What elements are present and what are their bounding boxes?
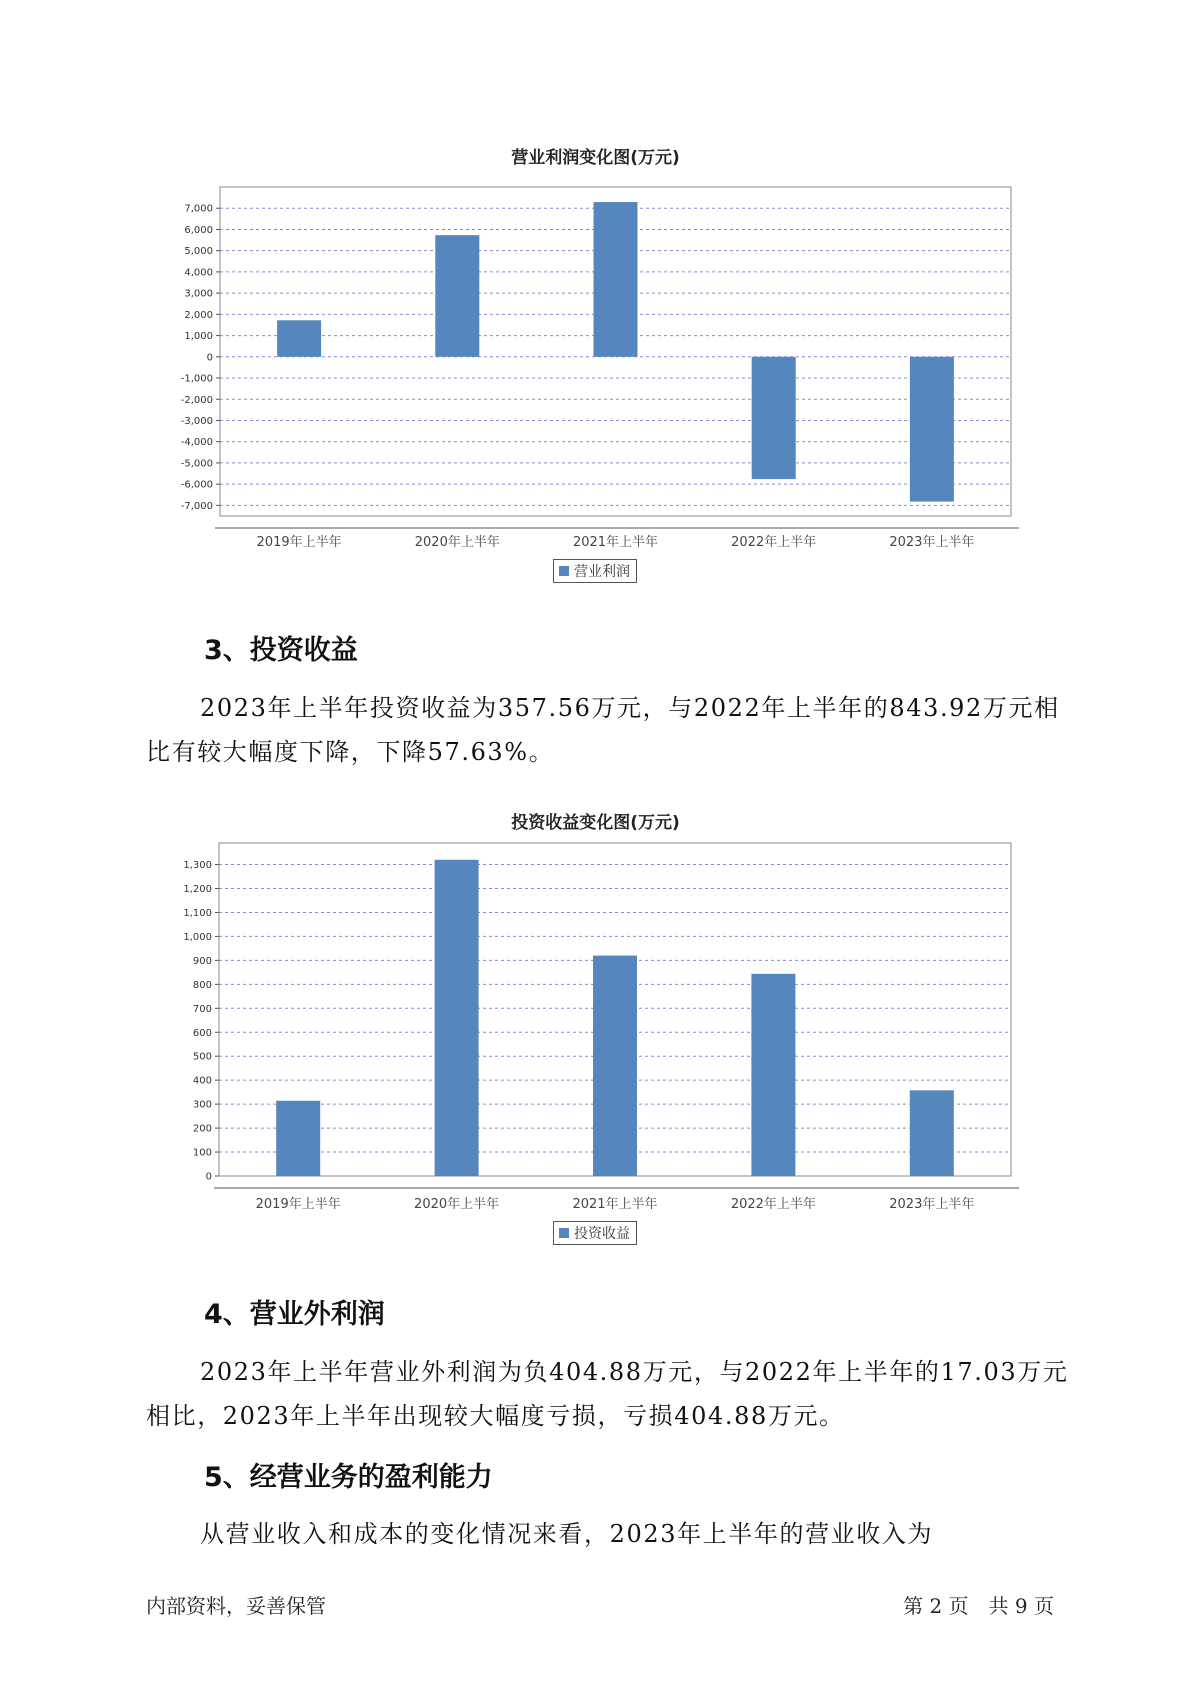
y-tick-label: 1,100 — [183, 907, 212, 919]
y-tick-label: 6,000 — [184, 224, 213, 236]
bar-3 — [593, 956, 637, 1176]
y-tick-label: 700 — [192, 1003, 212, 1015]
y-tick-label: 1,000 — [184, 331, 213, 343]
y-tick-label: 300 — [192, 1099, 212, 1111]
footer-page-number: 第 2 页 共 9 页 — [903, 1594, 1054, 1618]
x-category-label: 2022年上半年 — [730, 1197, 816, 1212]
y-tick-label: 800 — [192, 979, 212, 991]
y-tick-label: 0 — [205, 1171, 212, 1183]
y-tick-label: -2,000 — [180, 394, 213, 406]
x-category-label: 2021年上半年 — [572, 535, 659, 550]
bar-3 — [594, 202, 638, 357]
chart2-title: 投资收益变化图(万元) — [511, 813, 680, 833]
y-tick-label: 1,300 — [183, 860, 212, 872]
bar-5 — [910, 357, 954, 502]
x-category-label: 2019年上半年 — [256, 535, 342, 550]
y-tick-label: 3,000 — [184, 288, 213, 300]
legend-swatch-icon — [559, 566, 569, 576]
legend-swatch-icon — [559, 1228, 569, 1238]
y-tick-label: 400 — [192, 1075, 212, 1087]
section4-paragraph: 2023年上半年营业外利润为负404.88万元，与2022年上半年的17.03万元相比，2023年上半年出现较大幅度亏损，亏损404.88万元。 — [146, 1358, 1069, 1430]
x-category-label: 2020年上半年 — [414, 535, 500, 550]
footer-confidential: 内部资料，妥善保管 — [146, 1594, 326, 1618]
y-tick-label: 1,000 — [183, 931, 212, 943]
section3-heading: 3、投资收益 — [204, 635, 358, 666]
chart1-title: 营业利润变化图(万元) — [511, 148, 680, 168]
y-tick-label: -7,000 — [180, 500, 213, 512]
y-tick-label: -6,000 — [180, 479, 213, 491]
y-tick-label: 5,000 — [184, 246, 213, 258]
x-category-label: 2020年上半年 — [414, 1197, 500, 1212]
section5-heading: 5、经营业务的盈利能力 — [204, 1462, 493, 1493]
bar-2 — [435, 860, 479, 1176]
chart2-investment-income — [0, 826, 1191, 1346]
section4-heading: 4、营业外利润 — [204, 1299, 385, 1330]
y-tick-label: 200 — [192, 1123, 212, 1135]
bar-4 — [752, 357, 796, 479]
y-tick-label: 600 — [192, 1027, 212, 1039]
y-tick-label: 2,000 — [184, 309, 213, 321]
bar-1 — [276, 1101, 320, 1176]
y-tick-label: 500 — [192, 1051, 212, 1063]
y-tick-label: -4,000 — [180, 437, 213, 449]
x-category-label: 2023年上半年 — [889, 535, 975, 550]
chart1-legend-label: 营业利润 — [574, 564, 630, 580]
chart1-legend — [553, 559, 637, 583]
y-tick-label: -5,000 — [180, 458, 213, 470]
y-tick-label: -1,000 — [180, 373, 213, 385]
bar-1 — [277, 320, 321, 357]
section5-paragraph: 从营业收入和成本的变化情况来看，2023年上半年的营业收入为 — [200, 1520, 934, 1548]
y-tick-label: -3,000 — [180, 415, 213, 427]
chart1-operating-profit — [0, 160, 1191, 680]
y-tick-label: 1,200 — [183, 884, 212, 896]
y-tick-label: 900 — [192, 955, 212, 967]
bar-2 — [435, 235, 479, 357]
chart2-legend-label: 投资收益 — [574, 1226, 630, 1242]
x-category-label: 2022年上半年 — [731, 535, 817, 550]
y-tick-label: 100 — [192, 1147, 212, 1159]
chart2-legend — [553, 1221, 637, 1245]
y-tick-label: 4,000 — [184, 267, 213, 279]
x-category-label: 2019年上半年 — [255, 1197, 341, 1212]
x-category-label: 2023年上半年 — [889, 1197, 975, 1212]
bar-4 — [751, 974, 795, 1176]
bar-5 — [910, 1090, 954, 1176]
section3-paragraph: 2023年上半年投资收益为357.56万元，与2022年上半年的843.92万元相比有较大幅度下降，下降57.63%。 — [146, 694, 1060, 766]
y-tick-label: 7,000 — [184, 203, 213, 215]
y-tick-label: 0 — [206, 352, 213, 364]
x-category-label: 2021年上半年 — [572, 1197, 658, 1212]
